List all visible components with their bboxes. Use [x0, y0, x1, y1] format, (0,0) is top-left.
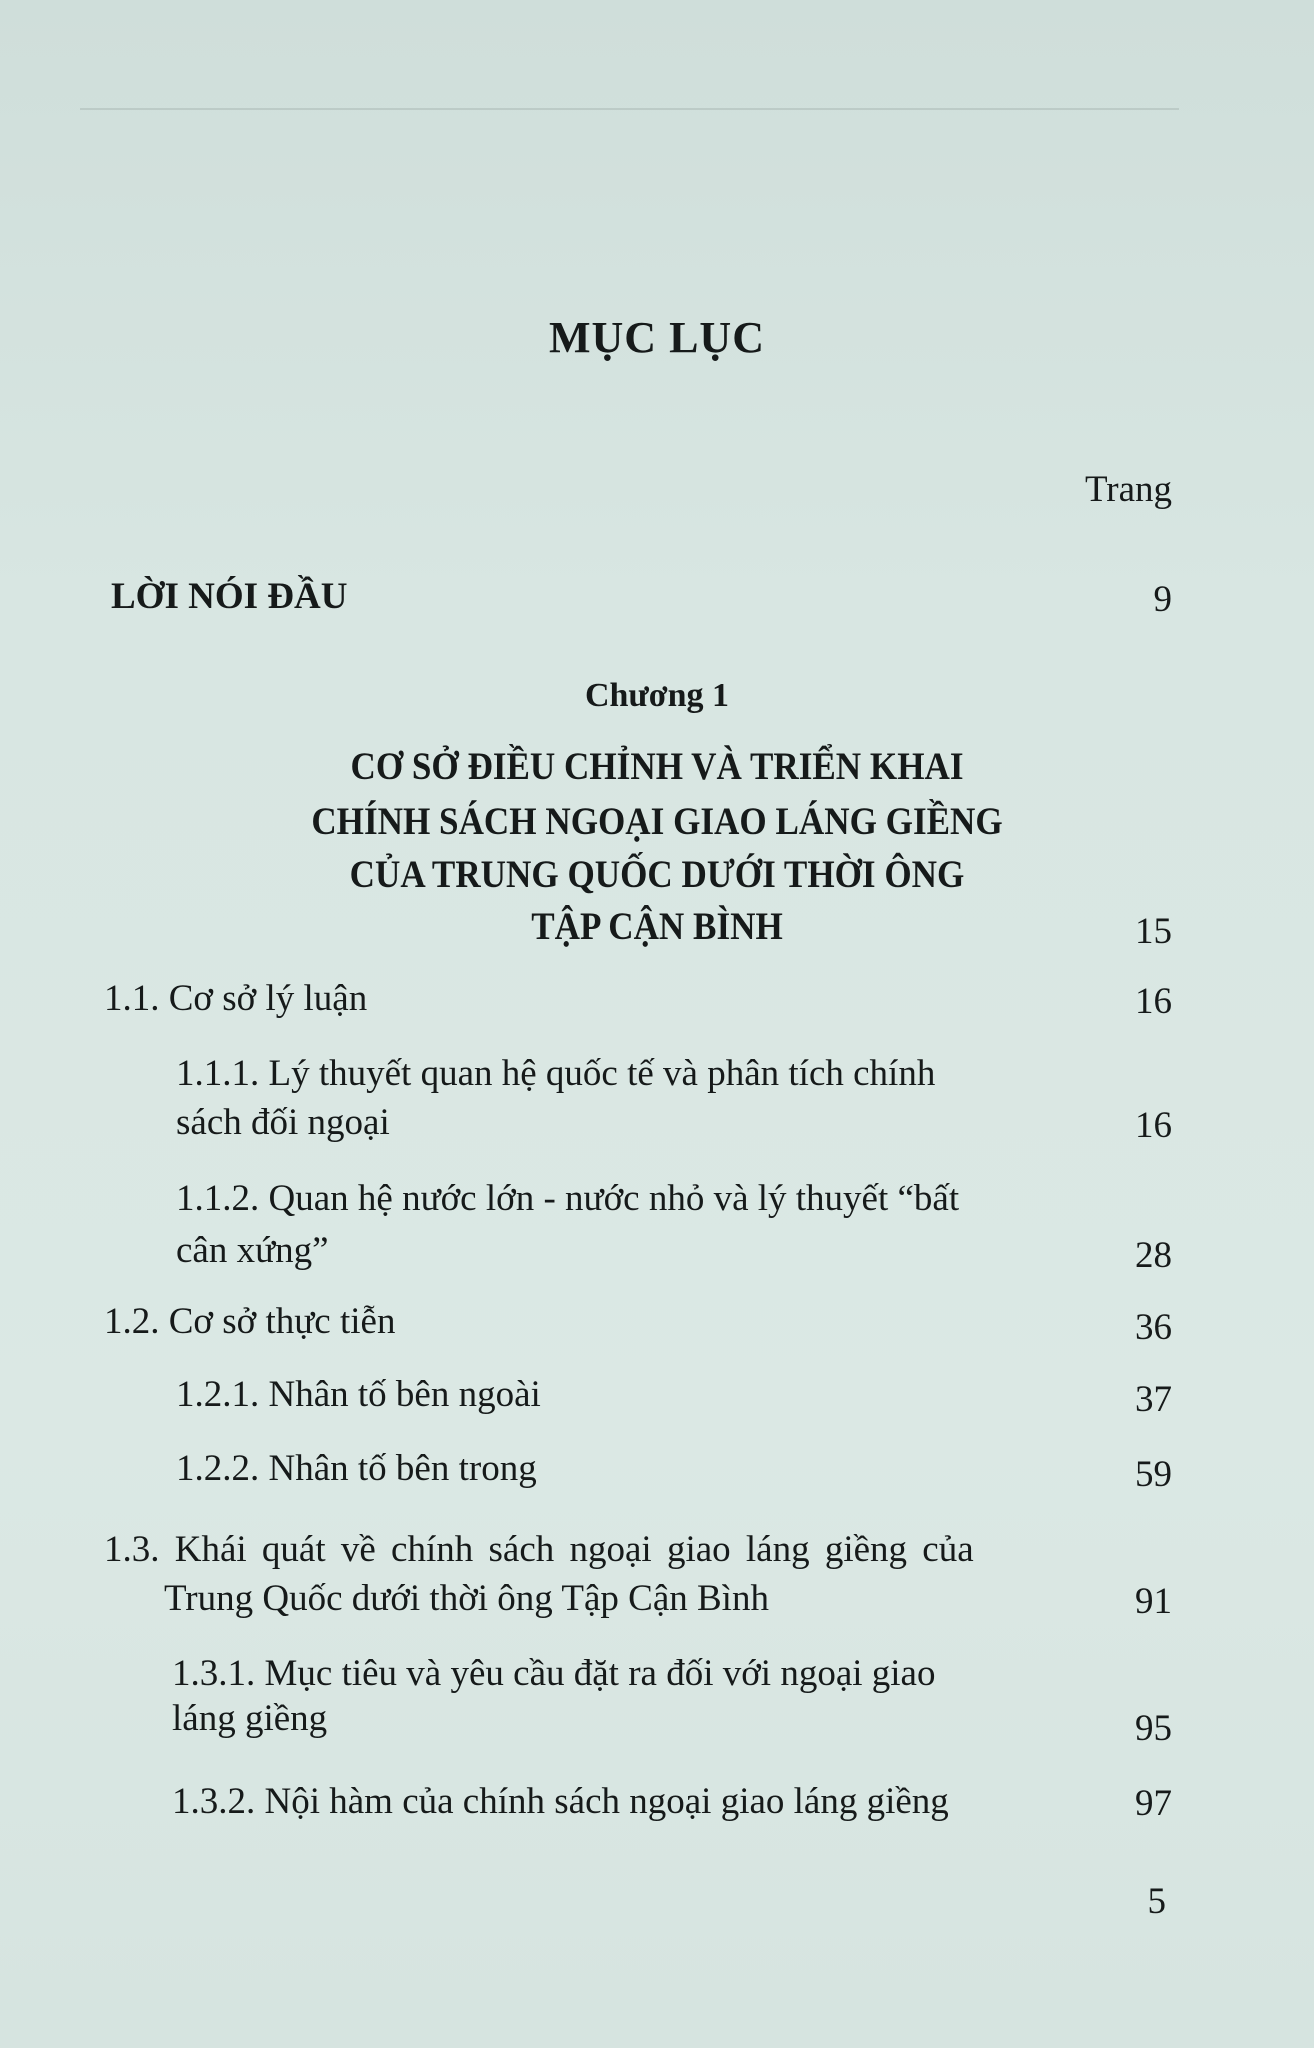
chapter-heading-line: CƠ SỞ ĐIỀU CHỈNH VÀ TRIỂN KHAI	[350, 745, 964, 788]
toc-subsection: láng giềng	[172, 1698, 328, 1739]
toc-page: 28	[1135, 1235, 1172, 1276]
chapter-heading-line: CỦA TRUNG QUỐC DƯỚI THỜI ÔNG	[349, 853, 965, 896]
chapter-heading-line: TẬP CẬN BÌNH	[531, 905, 783, 948]
toc-section: 1.1. Cơ sở lý luận	[104, 978, 368, 1019]
header-rule-showthrough	[80, 108, 1179, 110]
toc-page: 59	[1135, 1454, 1172, 1495]
toc-subsection: 1.3.1. Mục tiêu và yêu cầu đặt ra đối với ngoại giao	[172, 1653, 936, 1694]
toc-subsection: sách đối ngoại	[176, 1102, 390, 1143]
toc-section: Trung Quốc dưới thời ông Tập Cận Bình	[164, 1578, 769, 1619]
toc-page: 15	[1135, 911, 1172, 952]
toc-section: 1.2. Cơ sở thực tiễn	[104, 1301, 396, 1342]
toc-subsection: 1.2.1. Nhân tố bên ngoài	[176, 1374, 541, 1415]
toc-subsection: 1.3.2. Nội hàm của chính sách ngoại giao láng giềng	[172, 1781, 949, 1822]
chapter-label: Chương 1	[584, 677, 730, 714]
chapter-heading-line: CHÍNH SÁCH NGOẠI GIAO LÁNG GIỀNG	[311, 800, 1003, 843]
page-title: MỤC LỤC	[549, 313, 765, 362]
toc-section: 1.3. Khái quát về chính sách ngoại giao láng giềng của	[104, 1529, 974, 1570]
toc-page: 36	[1135, 1307, 1172, 1348]
toc-page: 91	[1135, 1581, 1172, 1622]
page-column-label: Trang	[1084, 469, 1172, 510]
toc-page: 16	[1135, 981, 1172, 1022]
toc-page: 37	[1135, 1379, 1172, 1420]
toc-subsection: 1.1.2. Quan hệ nước lớn - nước nhỏ và lý thuyết “bất	[176, 1178, 960, 1219]
toc-page: 9	[1153, 579, 1172, 620]
toc-subsection: 1.2.2. Nhân tố bên trong	[176, 1448, 537, 1489]
page-number: 5	[1147, 1881, 1166, 1922]
toc-page: 95	[1135, 1708, 1172, 1749]
toc-subsection: cân xứng”	[176, 1230, 329, 1271]
toc-page: 16	[1135, 1105, 1172, 1146]
toc-subsection: 1.1.1. Lý thuyết quan hệ quốc tế và phân tích chính	[176, 1053, 936, 1094]
toc-preface: LỜI NÓI ĐẦU	[111, 576, 348, 617]
toc-page: 97	[1135, 1783, 1172, 1824]
